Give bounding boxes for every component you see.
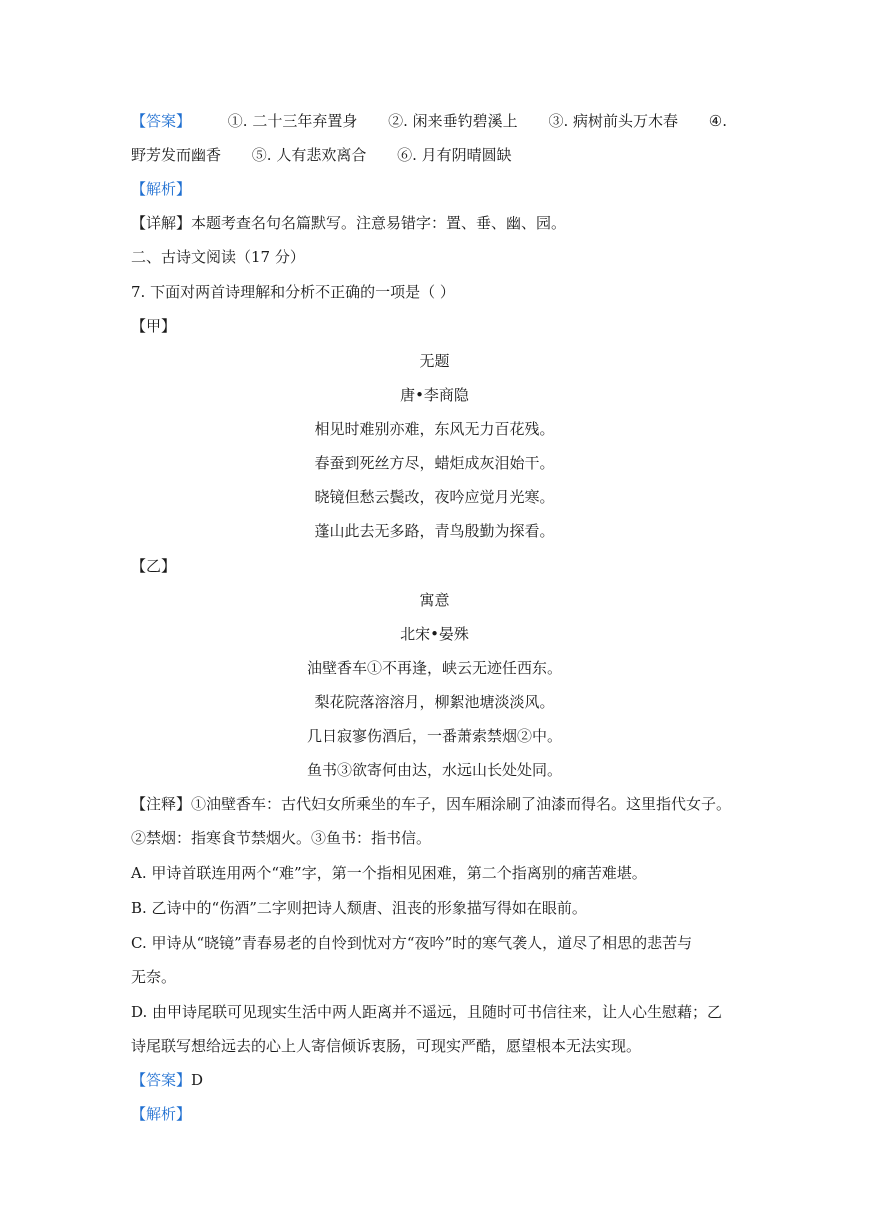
answer-item: ⑥. 月有阴晴圆缺: [397, 146, 512, 164]
detail-line: [131, 212, 566, 234]
option-c-cont: 无奈。: [131, 968, 177, 986]
analysis-label: 【解析】: [131, 180, 192, 198]
poem-yi-line: 梨花院落溶溶月，柳絮池塘淡淡风。: [314, 693, 555, 711]
poem-jia-title: 无题: [419, 352, 450, 370]
poem-yi-line: 油壁香车①不再逢，峡云无迹任西东。: [306, 659, 562, 677]
poem-jia-line: 相见时难别亦难，东风无力百花残。: [314, 420, 555, 438]
final-answer-line: [131, 1069, 203, 1091]
poem-yi-line: 鱼书③欲寄何由达，水远山长处处同。: [306, 761, 562, 779]
answer-item: ③. 病树前头万木春: [548, 112, 678, 130]
analysis-label: 【解析】: [131, 1105, 192, 1123]
poem-yi-author: 北宋•晏殊: [400, 625, 469, 643]
poem-jia-author: 唐•李商隐: [400, 386, 469, 404]
answer-line-1: [131, 110, 727, 132]
option-d: D. 由甲诗尾联可见现实生活中两人距离并不遥远，且随时可书信往来，让人心生慰藉；乙: [131, 1003, 723, 1021]
notes-line: 【注释】①油壁香车：古代妇女所乘坐的车子，因车厢涂刷了油漆而得名。这里指代女子。: [131, 795, 732, 813]
option-d-cont: 诗尾联写想给远去的心上人寄信倾诉衷肠，可现实严酷，愿望根本无法实现。: [131, 1037, 642, 1055]
option-a: A. 甲诗首联连用两个“难”字，第一个指相见困难，第二个指离别的痛苦难堪。: [131, 864, 647, 882]
option-b: B. 乙诗中的“伤酒”二字则把诗人颓唐、沮丧的形象描写得如在眼前。: [131, 899, 587, 917]
answer-label: 【答案】: [131, 112, 192, 130]
final-answer-label: 【答案】: [131, 1071, 192, 1089]
answer-item: ①. 二十三年弃置身: [227, 112, 358, 130]
poem-yi-line: 几日寂寥伤酒后，一番萧索禁烟②中。: [306, 727, 562, 745]
poem-jia-line: 蓬山此去无多路，青鸟殷勤为探看。: [314, 522, 555, 540]
question-text: 7. 下面对两首诗理解和分析不正确的一项是（ ）: [131, 283, 455, 301]
poem-jia-line: 晓镜但愁云鬓改，夜吟应觉月光寒。: [314, 488, 555, 506]
detail-text: 本题考查名句名篇默写。注意易错字：置、垂、幽、园。: [191, 214, 567, 232]
option-c: C. 甲诗从“晓镜”青春易老的自怜到忧对方“夜吟”时的寒气袭人，道尽了相思的悲苦与: [131, 934, 693, 952]
answer-item: ②. 闲来垂钓碧溪上: [388, 112, 518, 130]
poem-jia-line: 春蚕到死丝方尽，蜡炬成灰泪始干。: [314, 454, 555, 472]
notes-line: ②禁烟：指寒食节禁烟火。③鱼书：指书信。: [131, 829, 432, 847]
answer-line-2: [131, 144, 512, 166]
answer-item: ④.: [708, 112, 727, 130]
answer-item: ⑤. 人有悲欢离合: [251, 146, 367, 164]
answer-item: 野芳发而幽香: [131, 146, 222, 164]
detail-label: 【详解】: [131, 214, 192, 232]
poem-yi-title: 寓意: [419, 591, 450, 609]
poem-jia-marker: 【甲】: [131, 317, 177, 335]
section-heading: 二、古诗文阅读（17 分）: [131, 248, 305, 266]
final-answer-value: D: [191, 1071, 204, 1089]
poem-yi-marker: 【乙】: [131, 557, 177, 575]
